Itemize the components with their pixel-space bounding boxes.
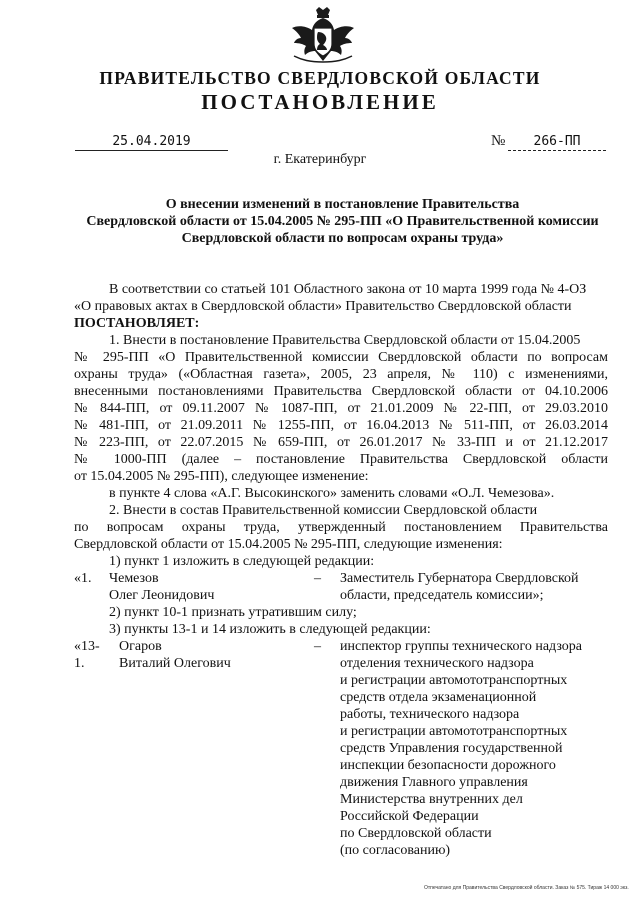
item1-change: в пункте 4 слова «А.Г. Высокинского» заменить словами «О.Л. Чемезова».	[109, 486, 555, 501]
coat-of-arms-emblem	[290, 6, 356, 66]
print-footer: Отпечатано для Правительства Свердловской области. Заказ № 575. Тираж 14 000 экз.	[424, 885, 629, 891]
item1-line: внесенными постановлениями Правительства Свердловской области от 04.10.2006	[74, 384, 608, 399]
position-line: инспектор группы технического надзора	[340, 639, 582, 654]
position-line: средств отдела экзаменационной	[340, 690, 537, 705]
member-number: «13-1.	[74, 639, 100, 671]
position-line: средств Управления государственной	[340, 741, 563, 756]
position-line: движения Главного управления	[340, 775, 528, 790]
preamble-line: «О правовых актах в Свердловской области» Правительство Свердловской области	[74, 299, 572, 314]
position-line: по Свердловской области	[340, 826, 492, 841]
member-dash: –	[314, 639, 321, 654]
title-line: О внесении изменений в постановление Правительства	[165, 197, 520, 212]
item1-line: № 481-ПП, от 21.09.2011 № 1255-ПП, от 16.04.2013 № 511-ПП, от 26.03.2014	[74, 418, 608, 433]
item2-line: 2. Внести в состав Правительственной комиссии Свердловской области	[109, 503, 538, 518]
position-line: Министерства внутренних дел	[340, 792, 523, 807]
member-position	[340, 570, 608, 604]
commission-member-13-1	[74, 638, 608, 859]
position-line: инспекции безопасности дорожного	[340, 758, 556, 773]
position-line: (по согласованию)	[340, 843, 451, 858]
item1-line: № 295-ПП «О Правительственной комиссии Свердловской области по вопросам	[74, 350, 608, 365]
subitem-2: 2) пункт 10-1 признать утратившим силу;	[109, 605, 357, 620]
item1-line: № 844-ПП, от 09.11.2007 № 1087-ПП, от 21.01.2009 № 22-ПП, от 29.03.2010	[74, 401, 608, 416]
item1-line: от 15.04.2005 № 295-ПП), следующее изменение:	[74, 469, 369, 484]
subitem-1: 1) пункт 1 изложить в следующей редакции:	[109, 554, 375, 569]
position-line: отделения технического надзора	[340, 656, 534, 671]
decree-title	[70, 196, 615, 247]
member-given-name: Виталий Олегович	[119, 656, 231, 671]
decree-number: 266-ПП	[508, 133, 606, 151]
decree-date: 25.04.2019	[75, 133, 228, 151]
item2-line: по вопросам охраны труда, утвержденный постановлением Правительства	[74, 520, 608, 535]
title-line: Свердловской области от 15.04.2005 № 295-ПП «О Правительственной комиссии	[86, 214, 599, 229]
decrees-word: ПОСТАНОВЛЯЕТ:	[74, 316, 200, 331]
member-surname: Огаров	[119, 639, 162, 654]
position-line: и регистрации автомототранспортных	[340, 673, 568, 688]
item1-line: 1. Внести в постановление Правительства Свердловской области от 15.04.2005	[109, 333, 581, 348]
member-name	[109, 570, 314, 604]
city-name: г. Екатеринбург	[273, 152, 367, 167]
preamble-line: В соответствии со статьей 101 Областного закона от 10 марта 1999 года № 4-ОЗ	[109, 282, 587, 297]
government-name: ПРАВИТЕЛЬСТВО СВЕРДЛОВСКОЙ ОБЛАСТИ	[99, 68, 541, 88]
subitem-3: 3) пункты 13-1 и 14 изложить в следующей редакции:	[109, 622, 431, 637]
member-number: «1.	[74, 571, 92, 586]
member-position	[340, 638, 608, 859]
commission-member-1	[74, 570, 608, 604]
member-dash: –	[314, 571, 321, 586]
title-line: Свердловской области по вопросам охраны труда»	[181, 231, 504, 246]
position-line: области, председатель комиссии»;	[340, 588, 544, 603]
item1-line: № 223-ПП, от 22.07.2015 № 659-ПП, от 26.01.2017 № 33-ПП и от 21.12.2017	[74, 435, 608, 450]
item1-line: № 1000-ПП (далее – постановление Правительства Свердловской области	[74, 452, 608, 467]
position-line: работы, технического надзора	[340, 707, 520, 722]
member-given-name: Олег Леонидович	[109, 588, 215, 603]
number-sign: №	[491, 133, 506, 149]
item2-line: Свердловской области от 15.04.2005 № 295-ПП, следующие изменения:	[74, 537, 503, 552]
member-name	[109, 638, 314, 859]
decree-body	[74, 281, 608, 859]
position-line: Российской Федерации	[340, 809, 479, 824]
member-surname: Чемезов	[109, 571, 159, 586]
position-line: Заместитель Губернатора Свердловской	[340, 571, 579, 586]
item1-line: охраны труда» («Областная газета», 2005, 23 апреля, № 110) с изменениями,	[74, 367, 608, 382]
document-type: ПОСТАНОВЛЕНИЕ	[201, 90, 439, 114]
position-line: и регистрации автомототранспортных	[340, 724, 568, 739]
